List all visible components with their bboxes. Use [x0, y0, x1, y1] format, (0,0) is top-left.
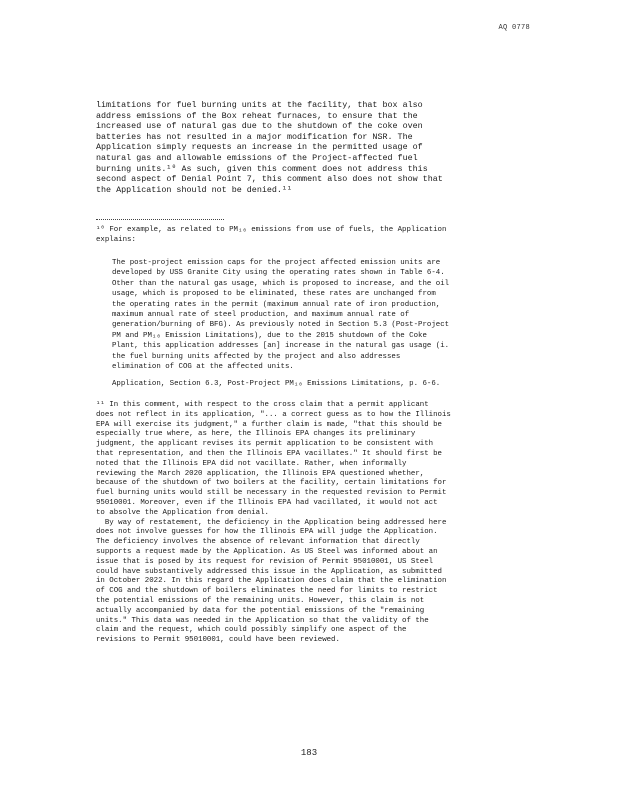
footnote-10-quote [112, 258, 536, 372]
footnote-10-citation [112, 380, 536, 390]
main-paragraph-text: limitations for fuel burning units at the facility, that box also address emissions of the Box reheat furnaces, to ensure that the increased use of natural gas due to the shutdown of the coke oven batteries has not resulted in a major modification for NSR. The Application simply requests an increase in the permitted usage of natural gas and allowable emissions of the Project-affected fuel burning units.¹⁰ As such, given this comment does not address this second aspect of Denial Point 7, this comment also does not show that the Application should not be denied.¹¹ [96, 100, 443, 195]
footnote-10-intro: ¹⁰ For example, as related to PM₁₀ emissions from use of fuels, the Application explains: [96, 226, 447, 244]
document-id: AQ 0778 [498, 24, 530, 32]
footnote-10 [96, 226, 536, 246]
page-number: 183 [300, 748, 318, 758]
main-paragraph [96, 100, 536, 195]
footnote-11 [96, 401, 536, 646]
footnote-11-text: ¹¹ In this comment, with respect to the cross claim that a permit applicant does not reflect in its application, "... a correct guess as to how the Illinois EPA will exercise its judgment," a further claim is made, "that this should be especially true where, as here, the Illinois EPA changes its preliminary judgment, the applicant revises its permit application to be consistent with that representation, and then the Illinois EPA vacillates." It should first be noted that the Illinois EPA did not vacillate. Rather, when informally reviewing the March 2020 application, the Illinois EPA questioned whether, because of the shutdown of two boilers at the facility, certain limitations for fuel burning units would still be necessary in the requested revision to Permit 95010001. Moreover, even if the Illinois EPA had vacillated, it would not act to absolve the Application from denial. By way of restatement, the deficiency in the Application being addressed here does not involve guesses for how the Illinois EPA will judge the Application. The deficiency involves the absence of relevant information that directly supports a request made by the Application. As US Steel was informed about an issue that is posed by its request for revision of Permit 95010001, US Steel could have substantively addressed this issue in the Application, as submitted in October 2022. In this regard the Application does claim that the elimination of COG and the shutdown of boilers eliminates the need for limits to restrict the potential emissions of the remaining units. However, this claim is not actually accompanied by data for the potential emissions of the "remaining units." This data was needed in the Application so that the validity of the claim and the request, which could possibly simplify one aspect of the revisions to Permit 95010001, could have been reviewed. [96, 401, 451, 645]
footnote-10-quote-text: The post-project emission caps for the project affected emission units are developed by USS Granite City using the operating rates shown in Table 6-4. Other than the natural gas usage, which is proposed to increase, and the oil usage, which is proposed to be eliminated, these rates are unchanged from the operating rates in the permit (maximum annual rate of iron production, maximum annual rate of steel production, and maximum annual rate of generation/burning of BFG). As previously noted in Section 5.3 (Post-Project PM and PM₁₀ Emission Limitations), due to the 2015 shutdown of the Coke Plant, this application addresses [an] increase in the natural gas usage (i. the fuel burning units affected by the project and also addresses elimination of COG at the affected units. [112, 259, 450, 372]
footnote-separator [96, 219, 224, 220]
footnote-10-citation-text: Application, Section 6.3, Post-Project PM₁₀ Emissions Limitations, p. 6-6. [112, 380, 441, 388]
